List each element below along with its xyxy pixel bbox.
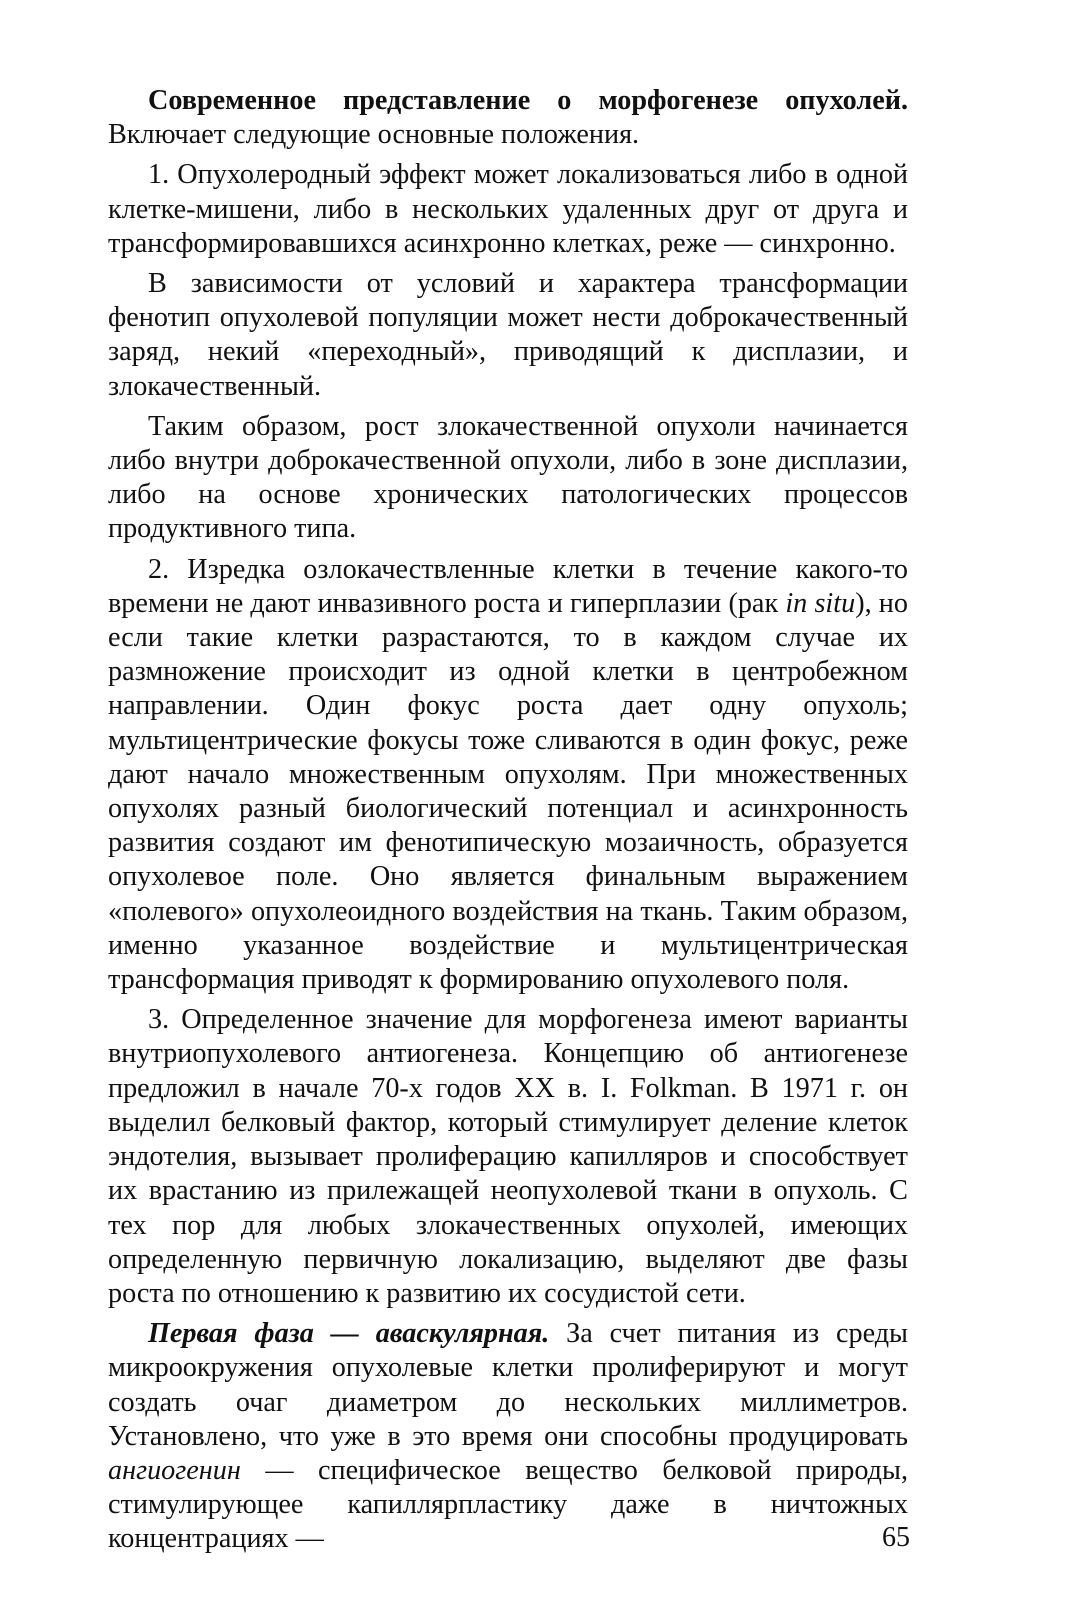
paragraph-phenotype: [108, 267, 908, 404]
paragraph-text: Включает следующие основные положения.: [108, 119, 640, 151]
page-body: [108, 84, 908, 1563]
paragraph-point-1: [108, 158, 908, 261]
italic-term-in-situ: in situ: [785, 587, 856, 619]
paragraph-point-2: [108, 553, 908, 998]
paragraph-text: В зависимости от условий и характера трансформации фенотип опухолевой популяции может нести доброкачественный заряд, некий «переходный», приводящий к дисплазии, и злокачественный.: [108, 268, 908, 402]
paragraph-text: 3. Определенное значение для морфогенеза имеют варианты внутриопухолевого антиогенеза. Концепцию об антиогенезе предложил в начале 70-х годов XX в. I. Folkman. В 1971 г. он выделил белковый фактор, который стимулирует деление клеток эндотелия, вызывает пролиферацию капилляров и способствует их врастанию из прилежащей неопухолевой ткани в опухоль. С тех пор для любых злокачественных опухолей, имеющих определенную первичную локализацию, выделяют две фазы роста по отношению к развитию их сосудистой сети.: [108, 1004, 908, 1309]
paragraph-text: — специфическое вещество белковой природы, стимулирующее капиллярпластику даже в ничтожных концентрациях —: [108, 1454, 908, 1555]
paragraph-text: ), но если такие клетки разрастаются, то в каждом случае их размножение происходит из одной клетки в центробежном направлении. Один фокус роста дает одну опухоль; мультицентрические фокусы тоже сливаются в один фокус, реже дают начало множественным опухолям. При множественных опухолях разный биологический потенциал и асинхронность развития создают им фенотипическую мозаичность, образуется опухолевое поле. Оно является финальным выражением «полевого» опухолеоидного воздействия на ткань. Таким образом, именно указанное воздействие и мультицентрическая трансформация приводят к формированию опухолевого поля.: [108, 587, 908, 996]
paragraph-text: 2. Изредка озлокачествленные клетки в течение какого-то времени не дают инвазивного роста и гиперплазии (рак: [108, 553, 908, 619]
paragraph-point-3: [108, 1003, 908, 1311]
paragraph-morphogenesis-intro: [108, 84, 908, 152]
italic-term-angiogenin: ангиогенин: [108, 1454, 241, 1486]
term-first-phase: Первая фаза — аваскулярная.: [148, 1318, 550, 1350]
paragraph-avascular-phase: [108, 1317, 908, 1556]
page-number: 65: [882, 1522, 910, 1553]
paragraph-text: Таким образом, рост злокачественной опухоли начинается либо внутри доброкачественной опухоли, либо в зоне дисплазии, либо на основе хронических патологических процессов продуктивного типа.: [108, 410, 908, 545]
paragraph-growth-origin: [108, 410, 908, 547]
paragraph-text: 1. Опухолеродный эффект может локализоваться либо в одной клетке-мишени, либо в нескольких удаленных друг от друга и трансформировавшихся асинхронно клетках, реже — синхронно.: [108, 159, 908, 259]
paragraph-text: За счет питания из среды микроокружения опухолевые клетки пролиферируют и могут создать очаг диаметром до нескольких миллиметров. Установлено, что уже в это время они способны продуцировать: [108, 1318, 909, 1452]
section-heading: Современное представление о морфогенезе опухолей.: [148, 85, 908, 116]
